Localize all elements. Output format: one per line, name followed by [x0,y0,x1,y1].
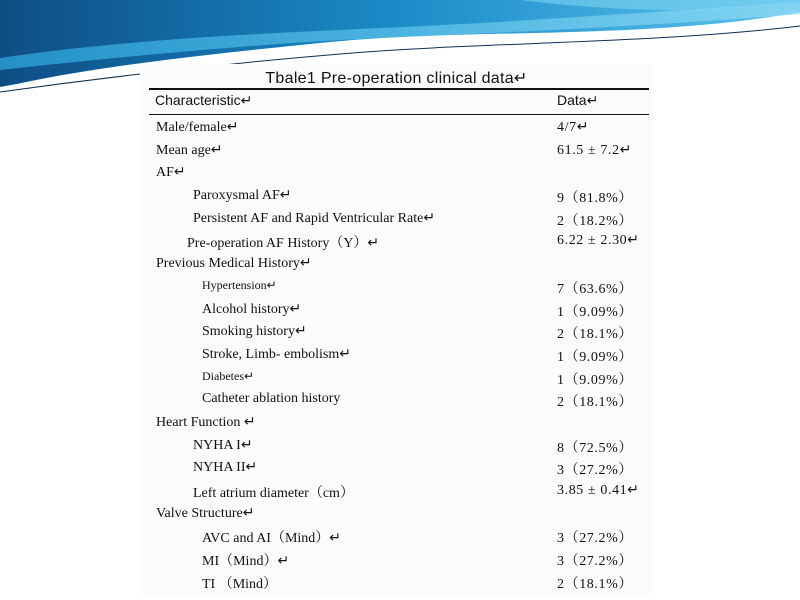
row-label: Pre-operation AF History（Y）↵ [187,236,380,252]
row-label: Hypertension↵ [202,277,277,292]
table-row [140,547,653,570]
table-header-rule [149,114,649,115]
column-header-data: Data↵ [557,92,599,108]
row-label: AF↵ [156,165,186,181]
row-value: 3.85 ± 0.41↵ [557,483,640,498]
table-row [140,456,653,479]
row-value: 3（27.2%） [557,554,633,570]
table-row [140,343,653,366]
row-label: Heart Function ↵ [156,414,256,430]
table-row [140,388,653,411]
table-row [140,184,653,207]
table-title: Tbale1 Pre-operation clinical data↵ [265,70,528,87]
table-row [140,320,653,343]
row-label: Previous Medical History↵ [156,256,312,272]
row-label: Mean age↵ [156,142,223,158]
row-label: Male/female↵ [156,120,239,135]
row-value: 8（72.5%） [557,440,633,456]
row-value: 1（9.09%） [557,349,633,365]
row-label: NYHA II↵ [193,460,258,476]
row-value: 2（18.1%） [557,327,633,343]
clinical-data-table [140,64,653,594]
row-label: Left atrium diameter（cm） [193,486,354,501]
table-top-rule [149,88,649,90]
row-value: 2（18.1%） [557,395,633,411]
row-label: Diabetes↵ [202,368,255,383]
row-label: MI（Mind）↵ [202,554,290,570]
table-row [140,434,653,457]
row-label: Catheter ablation history [202,391,341,407]
table-row [140,411,653,434]
row-value: 1（9.09%） [557,372,633,388]
row-value: 2（18.1%） [557,576,633,592]
row-value: 7（63.6%） [557,281,633,297]
table-row [140,502,653,525]
row-value: 2（18.2%） [557,213,633,229]
table-row [140,229,653,252]
row-label: Persistent AF and Rapid Ventricular Rate↵ [193,210,436,226]
table-row [140,570,653,593]
row-label: Paroxysmal AF↵ [193,188,292,204]
row-label: Stroke, Limb- embolism↵ [202,346,351,362]
table-row [140,207,653,230]
row-label: Smoking history↵ [202,324,307,340]
row-label: AVC and AI（Mind）↵ [202,531,342,547]
row-value: 6.22 ± 2.30↵ [557,233,640,249]
table-row [140,524,653,547]
column-header-characteristic: Characteristic↵ [155,92,253,108]
table-row [140,298,653,321]
row-value: 9（81.8%） [557,191,633,207]
row-label: Valve Structure↵ [156,505,255,521]
row-label: TI （Mind） [202,576,278,592]
table-row [140,139,653,162]
table-row [140,479,653,502]
table-row [140,252,653,275]
table-row [140,366,653,389]
table-row [140,116,653,139]
table-row [140,275,653,298]
row-value: 4/7↵ [557,120,590,135]
row-label: NYHA I↵ [193,437,253,453]
row-value: 61.5 ± 7.2↵ [557,142,633,158]
table-body [140,116,653,592]
row-label: Alcohol history↵ [202,301,302,317]
row-value: 3（27.2%） [557,463,633,479]
row-value: 3（27.2%） [557,531,633,547]
table-row [140,161,653,184]
row-value: 1（9.09%） [557,304,633,320]
